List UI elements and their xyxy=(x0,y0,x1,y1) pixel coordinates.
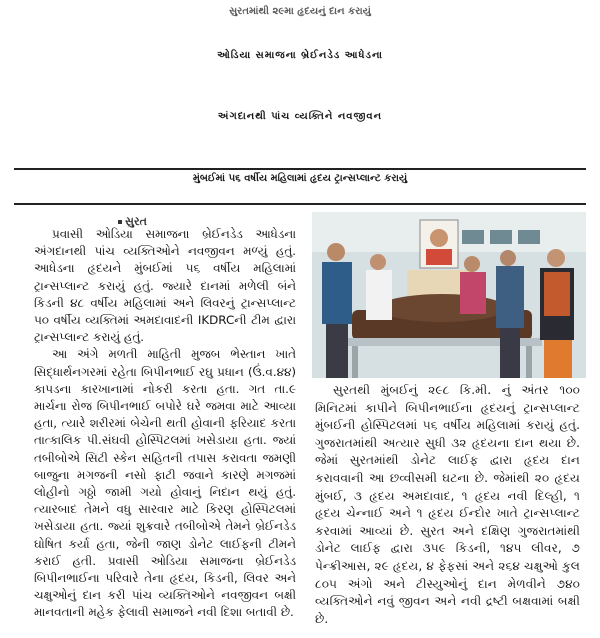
article-column-1 xyxy=(34,226,296,622)
article-column-2 xyxy=(315,382,580,628)
dateline-marker-icon xyxy=(118,220,122,224)
hospital-ward-photo-icon xyxy=(312,212,586,378)
main-headline-line-2: અંગદાનથી પાંચ વ્યક્તિને નવજીવન xyxy=(217,111,383,122)
sub-headline: મુંબઈમાં ૫૬ વર્ષીય મહિલામાં હૃદય ટ્રાન્સપ્લાન્ટ કરાયું xyxy=(192,173,408,184)
divider-top xyxy=(14,168,586,170)
main-headline-line-1: ઓડિયા સમાજના બ્રેઈનડેડ આધેડના xyxy=(217,50,383,61)
kicker-headline: સુરતમાંથી ૨૯મા હૃદયનું દાન કરાયું xyxy=(229,6,371,17)
divider-bottom xyxy=(14,203,586,205)
article-paragraph-1: પ્રવાસી ઓડિયા સમાજના બ્રેઈનડેડ આધેડના અંગદાનથી પાંચ વ્યક્તિઓને નવજીવન મળ્યું હતું. આધેડના હૃદયને મુંબઈમાં ૫૬ વર્ષીય મહિલામાં ટ્રાન્સપ્લાન્ટ કરાયું હતું. જ્યારે દાનમાં મળેલી બંને કિડની ૪૮ વર્ષીય મહિલામાં અને લિવરનું ટ્રાન્સપ્લાન્ટ ૫૦ વર્ષીય વ્યક્તિમાં અમદાવાદની IKDRCની ટીમ દ્વારા ટ્રાન્સપ્લાન્ટ કરાયું હતું. xyxy=(34,227,296,345)
article-paragraph-3: સુરતથી મુંબઈનું ૨૯૮ કિ.મી. નું અંતર ૧૦૦ મિનિટમાં કાપીને બિપીનભાઈના હૃદયનું ટ્રાન્સપ્લાન્ટ મુંબઈની હોસ્પિટલમાં ૫૬ વર્ષીય મહિલામાં કરાયું હતું. ગુજરાતમાંથી અત્યાર સુધી ૩૨ હૃદયના દાન થયા છે. જેમાં સુરતમાંથી ડોનેટ લાઈફ દ્વારા હૃદય દાન કરાવવાની આ છવ્વીસમી ઘટના છે. જેમાંથી ૨૦ હૃદય મુંબઈ, ૩ હૃદય અમદાવાદ, ૧ હૃદય નવી દિલ્હી, ૧ હૃદય ચેન્નાઈ અને ૧ હૃદય ઈન્દોર ખાતે ટ્રાન્સપ્લાન્ટ કરવામાં આવ્યાં છે. સુરત અને દક્ષિણ ગુજરાતમાંથી ડોનેટ લાઈફ દ્વારા ૩૫૯ કિડની, ૧૪૫ લીવર, ૭ પેન્ક્રીઆસ, ૨૯ હૃદય, ૪ ફેફસાં અને ૨૬૪ ચક્ષુઓ કુલ ૮૦૫ અંગો અને ટીસ્યુઓનું દાન મેળવીને ૭૪૦ વ્યક્તિઓને નવું જીવન અને નવી દ્રષ્ટી બક્ષવામાં બક્ષી છે. xyxy=(315,383,580,626)
article-paragraph-2: આ અંગે મળતી માહિતી મુજબ ભેસ્તાન ખાતે સિદ્ધાર્થનગરમાં રહેતા બિપીનભાઈ રઘુ પ્રધાન (ઉં.વ.૪૪) કાપડના કારખાનામાં નોકરી કરતા હતા. ગત તા.૯ માર્ચના રોજ બિપીનભાઈ બપોરે ઘરે જમવા માટે આવ્યા હતા, ત્યારે શરીરમાં બેચેની થતી હોવાની ફરિયાદ કરતા તાત્કાલિક પી.સંઘવી હોસ્પિટલમાં ખસેડાયા હતા. જ્યાં તબીબોએ સિટી સ્કેન સહિતની તપાસ કરાવતા જમણી બાજુના મગજની નસો ફાટી જવાને કારણે મગજમાં લોહીનો ગઠ્ઠો જામી ગયો હોવાનું નિદાન થયું હતું. ત્યારબાદ તેમને વધુ સારવાર માટે કિરણ હોસ્પિટલમાં ખસેડાયા હતા. જ્યાં શુક્રવારે તબીબોએ તેમને બ્રેઈનડેડ ઘોષિત કર્યા હતા, જેની જાણ ડોનેટ લાઈફની ટીમને કરાઈ હતી. પ્રવાસી ઓડિયા સમાજના બ્રેઈનડેડ બિપીનભાઈના પરિવારે તેના હૃદય, કિડની, લિવર અને ચક્ષુઓનું દાન કરી પાંચ વ્યક્તિઓને નવજીવન બક્ષી માનવતાની મહેક ફેલાવી સમાજને નવી દિશા બતાવી છે. xyxy=(34,347,296,620)
news-photo xyxy=(312,212,586,378)
dateline-text: સુરત xyxy=(125,215,147,228)
